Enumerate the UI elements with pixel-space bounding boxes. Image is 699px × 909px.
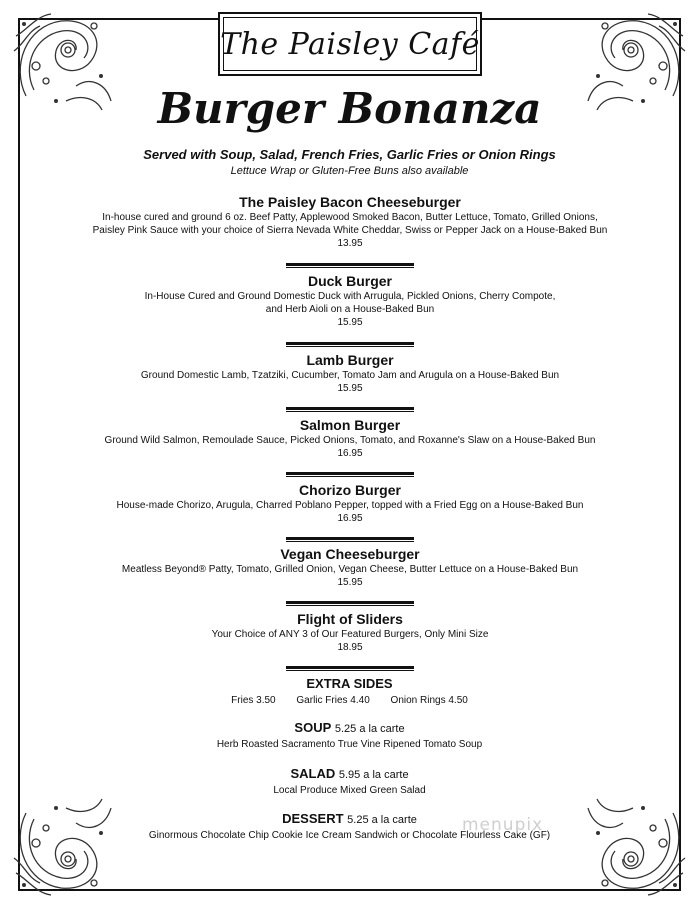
- item-description: Meatless Beyond® Patty, Tomato, Grilled Onion, Vegan Cheese, Butter Lettuce on a House-Baked Bun: [121, 564, 579, 575]
- item-name: Salmon Burger: [299, 417, 401, 433]
- item-name: Flight of Sliders: [297, 611, 403, 627]
- item-price: 15.95: [337, 577, 363, 588]
- menu-item: [60, 193, 640, 251]
- section-divider: [286, 666, 414, 671]
- salad-description: Local Produce Mixed Green Salad: [273, 785, 426, 796]
- item-price: 16.95: [337, 513, 363, 524]
- salad-price: 5.95 a la carte: [338, 769, 409, 781]
- item-description: Your Choice of ANY 3 of Our Featured Burgers, Only Mini Size: [211, 629, 489, 640]
- section-divider: [286, 537, 414, 542]
- watermark: menupix: [462, 815, 544, 835]
- item-description: House-made Chorizo, Arugula, Charred Poblano Pepper, topped with a Fried Egg on a House-Baked Bun: [116, 500, 584, 511]
- side-onion-rings: Onion Rings 4.50: [390, 695, 468, 706]
- item-price: 15.95: [337, 317, 363, 328]
- section-divider: [286, 342, 414, 347]
- extra-sides-list: [0, 695, 699, 706]
- soup-section: [0, 719, 699, 751]
- item-name: The Paisley Bacon Cheeseburger: [239, 194, 461, 210]
- item-name: Vegan Cheeseburger: [280, 546, 420, 562]
- dessert-description: Ginormous Chocolate Chip Cookie Ice Cream Sandwich or Chocolate Flourless Cake (GF): [148, 830, 551, 841]
- cafe-name: The Paisley Café: [220, 26, 480, 62]
- dessert-price: 5.25 a la carte: [347, 814, 417, 826]
- item-description: In-house cured and ground 6 oz. Beef Patty, Applewood Smoked Bacon, Butter Lettuce, Tomato, Grilled Onions,: [102, 212, 598, 223]
- menu-title: Burger Bonanza: [157, 84, 542, 133]
- dessert-label: DESSERT: [282, 811, 344, 826]
- item-price: 16.95: [337, 448, 363, 459]
- paisley-ornament-icon: [581, 791, 693, 903]
- section-divider: [286, 263, 414, 268]
- soup-label: SOUP: [294, 720, 332, 735]
- item-name: Chorizo Burger: [299, 482, 401, 498]
- item-description: Ground Wild Salmon, Remoulade Sauce, Picked Onions, Tomato, and Roxanne's Slaw on a House-Baked Bun: [104, 435, 596, 446]
- cafe-logo: [218, 12, 482, 76]
- item-name: Duck Burger: [307, 273, 393, 289]
- extra-sides-title: EXTRA SIDES: [306, 676, 393, 691]
- item-description: Ground Domestic Lamb, Tzatziki, Cucumber, Tomato Jam and Arugula on a House-Baked Bun: [140, 370, 560, 381]
- section-divider: [286, 472, 414, 477]
- section-divider: [286, 407, 414, 412]
- side-fries: Fries 3.50: [231, 695, 276, 706]
- menu-item: [60, 481, 640, 526]
- menu-subtitle: Served with Soup, Salad, French Fries, Garlic Fries or Onion Rings: [143, 147, 556, 162]
- item-description: and Herb Aioli on a House-Baked Bun: [265, 304, 435, 315]
- item-price: 13.95: [337, 238, 363, 249]
- menu-subtitle-note: Lettuce Wrap or Gluten-Free Buns also available: [230, 165, 469, 177]
- dessert-section: [0, 810, 699, 842]
- soup-description: Herb Roasted Sacramento True Vine Ripened Tomato Soup: [216, 739, 483, 750]
- item-price: 15.95: [337, 383, 363, 394]
- menu-item: [60, 545, 640, 590]
- salad-label: SALAD: [290, 766, 336, 781]
- item-price: 18.95: [337, 642, 363, 653]
- item-description: In-House Cured and Ground Domestic Duck with Arrugula, Pickled Onions, Cherry Compote,: [144, 291, 556, 302]
- menu-item: [60, 416, 640, 461]
- soup-price: 5.25 a la carte: [334, 723, 405, 735]
- side-garlic-fries: Garlic Fries 4.40: [296, 695, 370, 706]
- item-description: Paisley Pink Sauce with your choice of Sierra Nevada White Cheddar, Swiss or Pepper Jack on a House-Baked Bun: [92, 225, 608, 236]
- menu-item: [60, 610, 640, 655]
- item-name: Lamb Burger: [306, 352, 394, 368]
- menu-item: [60, 351, 640, 396]
- salad-section: [0, 765, 699, 797]
- section-divider: [286, 601, 414, 606]
- paisley-ornament-icon: [6, 791, 118, 903]
- menu-item: [60, 272, 640, 330]
